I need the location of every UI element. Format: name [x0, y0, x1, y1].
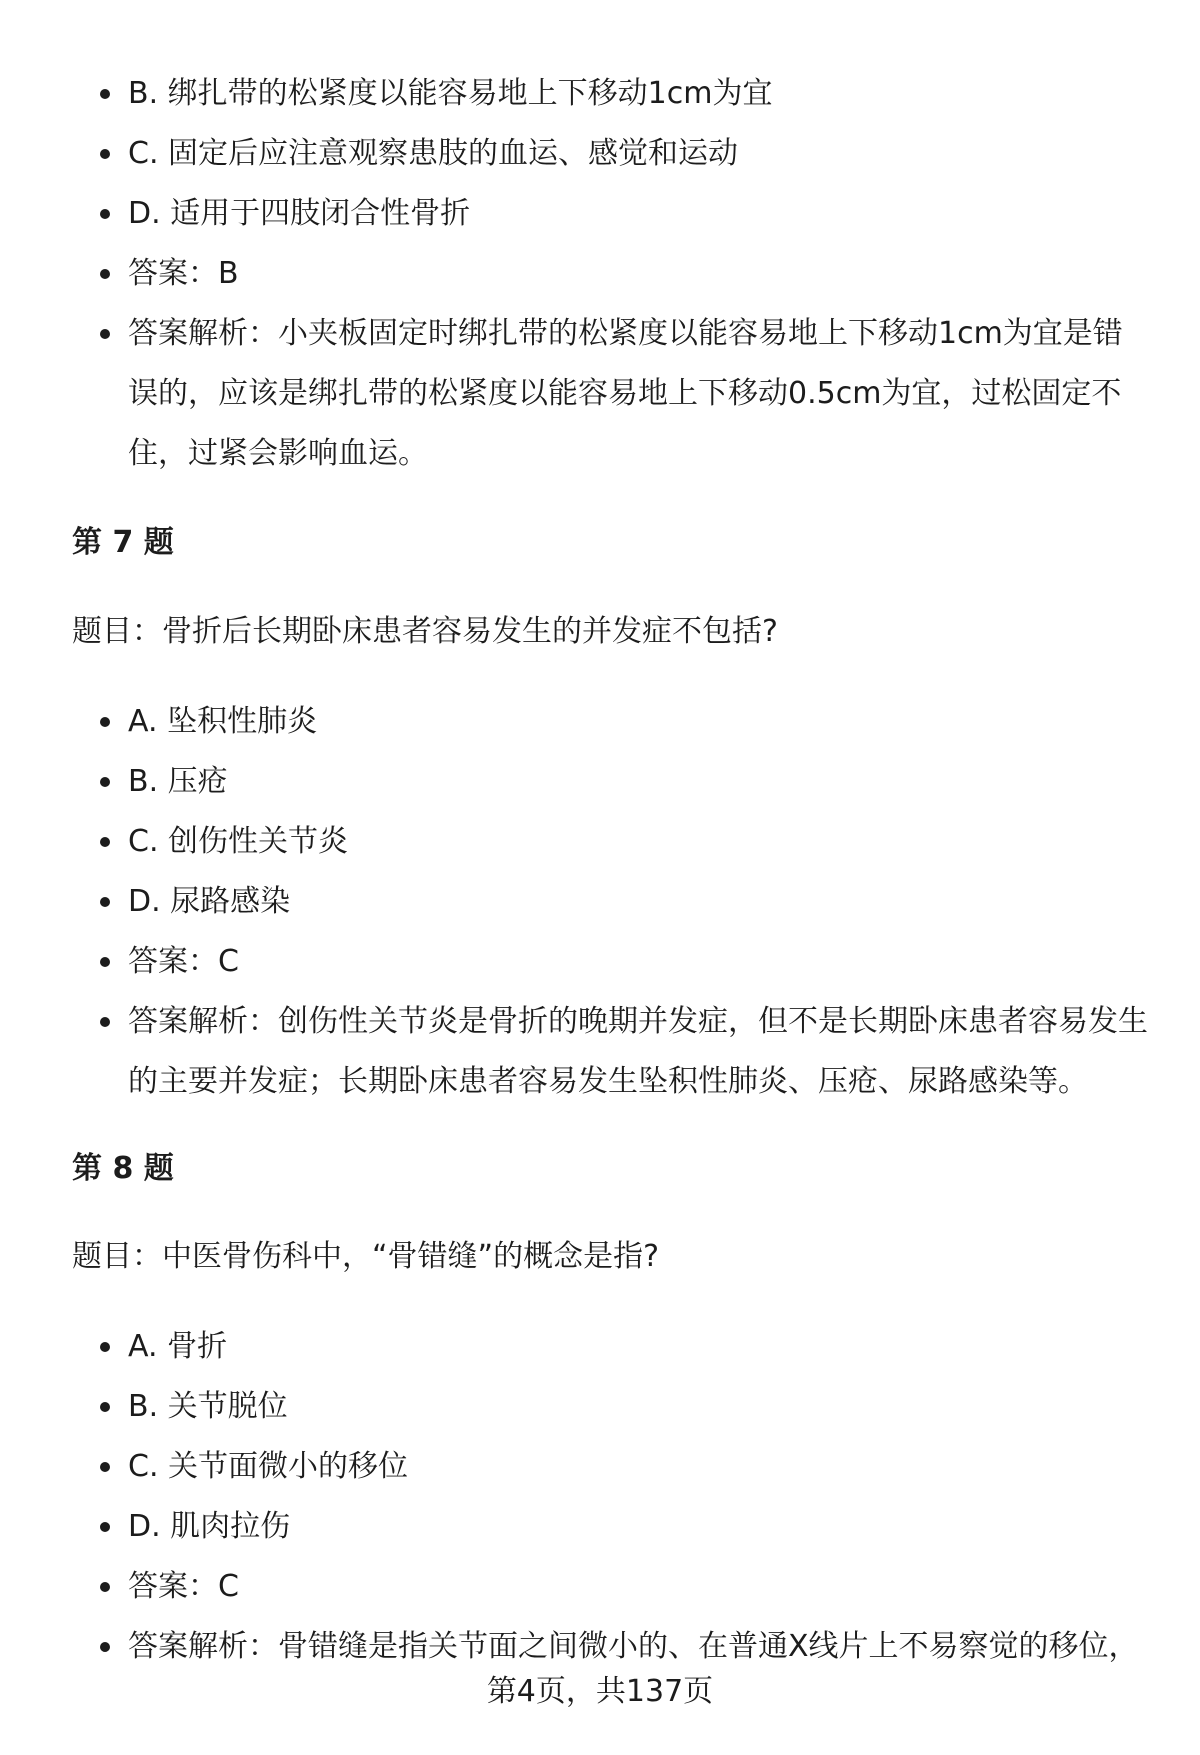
answer: 答案：C [72, 932, 1152, 992]
answer: 答案：C [72, 1557, 1152, 1617]
option-a: A. 骨折 [72, 1317, 1152, 1377]
option-d: D. 肌肉拉伤 [72, 1497, 1152, 1557]
question-8-heading: 第 8 题 [72, 1151, 174, 1186]
question-7-text: 题目：骨折后长期卧床患者容易发生的并发症不包括? [72, 614, 778, 649]
option-a: A. 坠积性肺炎 [72, 692, 1152, 752]
question-7-heading: 第 7 题 [72, 525, 174, 560]
prev-question-options [72, 64, 1152, 484]
question-7-options [72, 692, 1152, 1112]
answer: 答案：B [72, 244, 1152, 304]
option-c: C. 固定后应注意观察患肢的血运、感觉和运动 [72, 124, 1152, 184]
page-number: 第4页，共137页 [486, 1674, 714, 1709]
option-b: B. 关节脱位 [72, 1377, 1152, 1437]
option-d: D. 适用于四肢闭合性骨折 [72, 184, 1152, 244]
answer-explanation: 答案解析：小夹板固定时绑扎带的松紧度以能容易地上下移动1cm为宜是错误的，应该是绑扎带的松紧度以能容易地上下移动0.5cm为宜，过松固定不住，过紧会影响血运。 [72, 304, 1152, 484]
option-b: B. 压疮 [72, 752, 1152, 812]
option-b: B. 绑扎带的松紧度以能容易地上下移动1cm为宜 [72, 64, 1152, 124]
question-8-options [72, 1317, 1152, 1677]
answer-explanation: 答案解析：创伤性关节炎是骨折的晚期并发症，但不是长期卧床患者容易发生的主要并发症；长期卧床患者容易发生坠积性肺炎、压疮、尿路感染等。 [72, 992, 1152, 1112]
option-d: D. 尿路感染 [72, 872, 1152, 932]
option-c: C. 关节面微小的移位 [72, 1437, 1152, 1497]
option-c: C. 创伤性关节炎 [72, 812, 1152, 872]
question-8-text: 题目：中医骨伤科中，“骨错缝”的概念是指? [72, 1239, 660, 1274]
answer-explanation: 答案解析：骨错缝是指关节面之间微小的、在普通X线片上不易察觉的移位， [72, 1617, 1152, 1677]
